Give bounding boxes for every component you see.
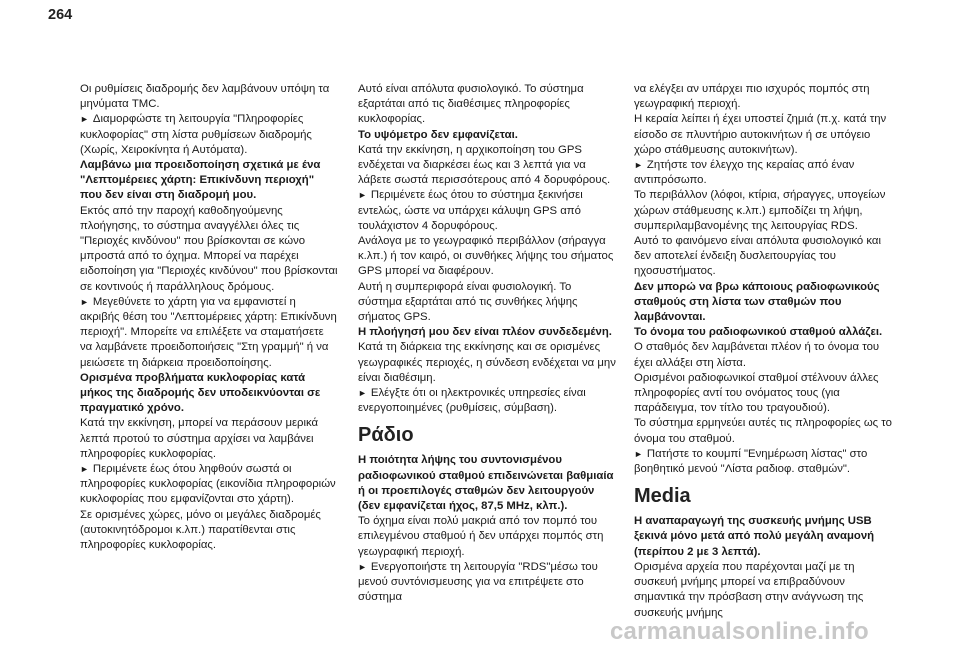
arrow-bullet-icon: ► [80,464,89,475]
question-heading: Η αναπαραγωγή της συσκευής μνήμης USB ξεκινά μόνο μετά από πολύ μεγάλη αναμονή (περίπου 2 με 3 λεπτά). [634,515,875,558]
question-heading: Το όνομα του ραδιοφωνικού σταθμού αλλάζει. [634,326,883,339]
body-paragraph: Αυτή η συμπεριφορά είναι φυσιολογική. Το σύστημα εξαρτάται από τις συνθήκες λήψης σήματος GPS. [358,280,578,324]
body-paragraph: Οι ρυθμίσεις διαδρομής δεν λαμβάνουν υπόψη τα μηνύματα TMC. [80,83,330,111]
arrow-bullet-icon: ► [634,448,643,459]
bullet-text: Περιμένετε έως ότου το σύστημα ξεκινήσει εντελώς, ώστε να υπάρχει κάλυψη GPS από τουλάχιστον 4 δορυφόρους. [358,189,583,232]
text-column-right [634,82,892,621]
bullet-paragraph [80,462,338,508]
page-number: 264 [48,7,73,23]
question-heading: Λαμβάνω μια προειδοποίηση σχετικά με ένα "Λεπτομέρειες χάρτη: Επικίνδυνη περιοχή" που δεν είναι στη διαδρομή μου. [80,159,321,202]
body-paragraph: να ελέγξει αν υπάρχει πιο ισχυρός πομπός στη γεωγραφική περιοχή. [634,83,870,111]
bullet-paragraph [358,188,616,234]
body-paragraph: Ορισμένα αρχεία που παρέχονται μαζί με τη συσκευή μνήμης μπορεί να επιβραδύνουν σημαντικά την πρόσβαση στην ανάγνωση της συσκευής μνήμης [634,560,864,619]
bullet-paragraph [80,112,338,158]
bullet-text: Διαμορφώστε τη λειτουργία "Πληροφορίες κυκλοφορίας" στη λίστα ρυθμίσεων διαδρομής (Χωρίς, Χειροκίνητα ή Αυτόματα). [80,113,312,156]
body-paragraph: Το σύστημα ερμηνεύει αυτές τις πληροφορίες ως το όνομα του σταθμού. [634,417,892,445]
bullet-text: Ελέγξτε ότι οι ηλεκτρονικές υπηρεσίες είναι ενεργοποιημένες (ρυθμίσεις, σύμβαση). [358,387,586,415]
bullet-text: Ζητήστε τον έλεγχο της κεραίας από έναν αντιπρόσωπο. [634,159,855,187]
question-heading: Δεν μπορώ να βρω κάποιους ραδιοφωνικούς σταθμούς στη λίστα των σταθμών που λαμβάνονται. [634,280,880,324]
arrow-bullet-icon: ► [634,160,643,171]
section-heading: Media [634,485,691,508]
bullet-paragraph [358,386,616,416]
body-paragraph: Σε ορισμένες χώρες, μόνο οι μεγάλες διαδρομές (αυτοκινητόδρομοι κ.λπ.) παρατίθενται στις πληροφορίες κυκλοφορίας. [80,508,321,552]
body-paragraph: Αυτό είναι απόλυτα φυσιολογικό. Το σύστημα εξαρτάται από τις διαθέσιμες πληροφορίες κυκλοφορίας. [358,83,584,126]
bullet-text: Μεγεθύνετε το χάρτη για να εμφανιστεί η ακριβής θέση του "Λεπτομέρειες χάρτη: Επικίνδυνη περιοχή". Μπορείτε να επιλέξετε να σταματήσετε να λαμβάνετε προειδοποιήσεις "Στη γραμμή" ή να μειώσετε τη διάρκεια προειδοποίησης. [80,295,337,369]
text-column-left [80,82,338,553]
body-paragraph: Ο σταθμός δεν λαμβάνεται πλέον ή το όνομα του έχει αλλάξει στη λίστα. [634,341,880,369]
arrow-bullet-icon: ► [358,561,367,572]
watermark-text: carmanualsonline.info [610,618,869,645]
body-paragraph: Ορισμένοι ραδιοφωνικοί σταθμοί στέλνουν άλλες πληροφορίες αντί του ονόματος τους (για παράδειγμα, τον τίτλο του τραγουδιού). [634,371,879,415]
bullet-paragraph [634,158,892,188]
question-heading: Η πλοήγησή μου δεν είναι πλέον συνδεδεμένη. [358,326,612,339]
bullet-paragraph [80,295,338,371]
body-paragraph: Το περιβάλλον (λόφοι, κτίρια, σήραγγες, υπογείων χώρων στάθμευσης κ.λπ.) εμποδίζει τη λήψη, συμπεριλαμβανομένης της λειτουργίας RDS. [634,189,886,232]
body-paragraph: Κατά τη διάρκεια της εκκίνησης και σε ορισμένες γεωγραφικές περιοχές, η σύνδεση ενδέχεται να μην είναι διαθέσιμη. [358,341,616,384]
arrow-bullet-icon: ► [358,388,367,399]
bullet-paragraph [358,560,616,606]
question-heading: Το υψόμετρο δεν εμφανίζεται. [358,128,518,141]
bullet-text: Περιμένετε έως ότου ληφθούν σωστά οι πληροφορίες κυκλοφορίας (εικονίδια πληροφοριών κυκλοφορίας που εμφανίζονται στο χάρτη). [80,463,336,506]
body-paragraph: Εκτός από την παροχή καθοδηγούμενης πλοήγησης, το σύστημα αναγγέλλει όλες τις "Περιοχές κινδύνου" που βρίσκονται σε κώνο μπροστά από το όχημα. Μπορεί να παρέχει ειδοποίηση για "Περιοχές κινδύνου" που βρίσκονται σε κοντινούς ή παράλληλους δρόμους. [80,204,338,293]
arrow-bullet-icon: ► [358,190,367,201]
arrow-bullet-icon: ► [80,114,89,125]
question-heading: Η ποιότητα λήψης του συντονισμένου ραδιοφωνικού σταθμού επιδεινώνεται βαθμιαία ή οι προεπιλογές σταθμών δεν λειτουργούν (δεν εμφανίζεται ήχος, 87,5 MHz, κλπ.). [358,454,614,513]
body-paragraph: Το όχημα είναι πολύ μακριά από τον πομπό του επιλεγμένου σταθμού ή δεν υπάρχει πομπός στη γεωγραφική περιοχή. [358,515,604,558]
bullet-text: Πατήστε το κουμπί "Ενημέρωση λίστας" στο βοηθητικό μενού "Λίστα ραδιοφ. σταθμών". [634,447,868,476]
body-paragraph: Αυτό το φαινόμενο είναι απόλυτα φυσιολογικό και δεν αποτελεί ένδειξη δυσλειτουργίας του ηχοσυστήματος. [634,235,882,278]
section-heading: Ράδιο [358,424,414,447]
body-paragraph: Κατά την εκκίνηση, μπορεί να περάσουν μερικά λεπτά προτού το σύστημα αρχίσει να λαμβάνει πληροφορίες κυκλοφορίας. [80,417,319,460]
bullet-paragraph [634,447,892,477]
bullet-text: Ενεργοποιήστε τη λειτουργία "RDS"μέσω του μενού συντόνισμευσης για να επιτρέψετε στο σύστημα [358,560,598,604]
arrow-bullet-icon: ► [80,296,89,307]
body-paragraph: Ανάλογα με το γεωγραφικό περιβάλλον (σήραγγα κ.λπ.) ή τον καιρό, οι συνθήκες λήψης του σήματος GPS μπορεί να διαφέρουν. [358,235,614,278]
question-heading: Ορισμένα προβλήματα κυκλοφορίας κατά μήκος της διαδρομής δεν υποδεικνύονται σε πραγματικό χρόνο. [80,371,321,415]
body-paragraph: Η κεραία λείπει ή έχει υποστεί ζημιά (π.χ. κατά την είσοδο σε πλυντήριο αυτοκινήτων ή σε υπόγειο χώρο στάθμευσης αυτοκινήτων). [634,113,887,156]
text-column-middle [358,82,616,606]
body-paragraph: Κατά την εκκίνηση, η αρχικοποίηση του GPS ενδέχεται να διαρκέσει έως και 3 λεπτά για να λάβετε σωστά περισσότερους από 4 δορυφόρους. [358,143,611,187]
